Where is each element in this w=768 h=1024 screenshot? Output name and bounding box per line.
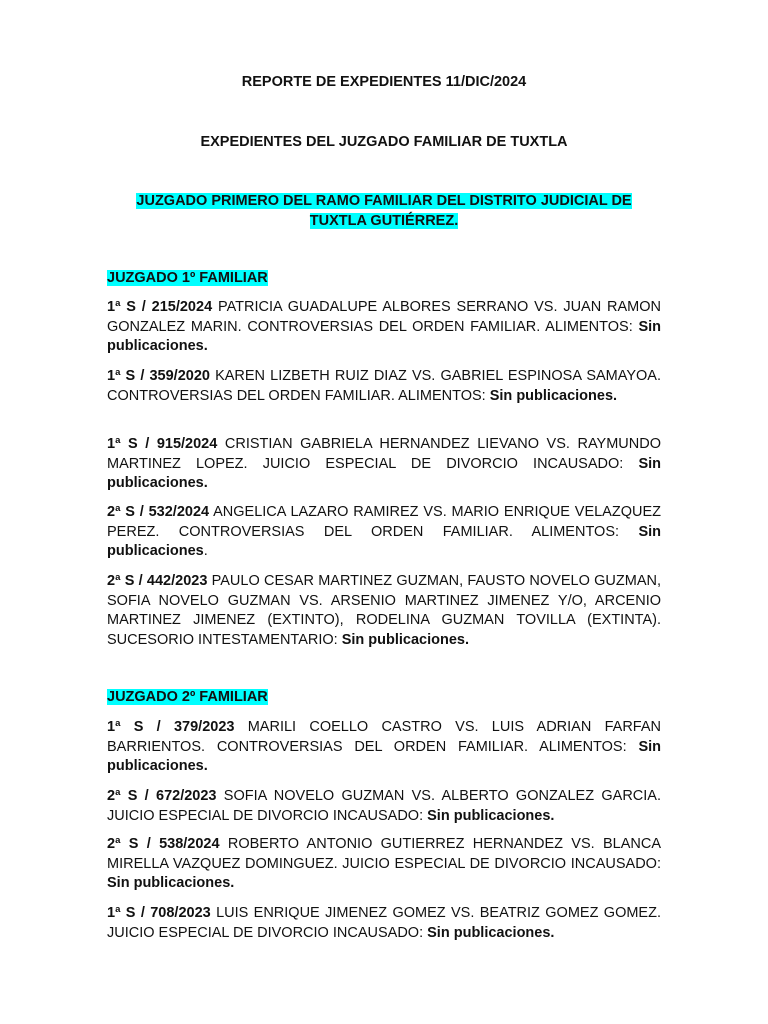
- case-entry: [107, 435, 661, 494]
- case-trailing: .: [203, 543, 208, 559]
- section-heading-label: JUZGADO 2º FAMILIAR: [107, 689, 268, 705]
- case-entry: [107, 835, 661, 894]
- case-status: Sin publicaciones.: [107, 875, 235, 891]
- court-title-line-2: TUXTLA GUTIÉRREZ.: [309, 213, 459, 229]
- report-title: REPORTE DE EXPEDIENTES 11/DIC/2024: [241, 74, 527, 90]
- case-description: PAULO CESAR MARTINEZ GUZMAN, FAUSTO NOVELO GUZMAN, SOFIA NOVELO GUZMAN VS. ARSENIO MARTINEZ JIMENEZ Y/O, ARCENIO MARTINEZ JIMENEZ (EXTINTO), RODELINA GUZMAN TOVILLA (EXTINTA). SUCESORIO INTESTAMENTARIO:: [107, 573, 661, 648]
- case-number: 2ª S / 672/2023: [107, 788, 217, 804]
- case-status: Sin publicaciones.: [341, 631, 470, 648]
- case-entry: [107, 718, 661, 777]
- case-number: 1ª S / 379/2023: [107, 719, 235, 735]
- case-description: ROBERTO ANTONIO GUTIERREZ HERNANDEZ VS. BLANCA MIRELLA VAZQUEZ DOMINGUEZ. JUICIO ESPECIAL DE DIVORCIO INCAUSADO:: [107, 836, 661, 872]
- case-number: 1ª S / 359/2020: [107, 368, 210, 384]
- case-description: KAREN LIZBETH RUIZ DIAZ VS. GABRIEL ESPINOSA SAMAYOA. CONTROVERSIAS DEL ORDEN FAMILIAR. ALIMENTOS:: [107, 368, 661, 404]
- case-number: 1ª S / 915/2024: [107, 436, 218, 452]
- case-entry: [107, 503, 661, 562]
- case-number: 1ª S / 708/2023: [107, 905, 211, 921]
- report-subtitle: EXPEDIENTES DEL JUZGADO FAMILIAR DE TUXTLA: [200, 134, 568, 150]
- case-status: Sin publicaciones: [107, 523, 661, 559]
- case-number: 2ª S / 538/2024: [107, 836, 220, 852]
- case-number: 1ª S / 215/2024: [107, 299, 213, 315]
- case-status: Sin publicaciones.: [427, 924, 555, 941]
- case-entry: [107, 298, 661, 357]
- case-status: Sin publicaciones.: [107, 318, 661, 354]
- case-status: Sin publicaciones.: [107, 455, 661, 491]
- case-description: SOFIA NOVELO GUZMAN VS. ALBERTO GONZALEZ GARCIA. JUICIO ESPECIAL DE DIVORCIO INCAUSADO:: [107, 788, 661, 824]
- case-description: MARILI COELLO CASTRO VS. LUIS ADRIAN FARFAN BARRIENTOS. CONTROVERSIAS DEL ORDEN FAMILIAR. ALIMENTOS:: [107, 719, 661, 755]
- case-status: Sin publicaciones.: [489, 387, 618, 404]
- case-entry: [107, 787, 661, 826]
- section-heading-label: JUZGADO 1º FAMILIAR: [107, 270, 268, 286]
- section-heading: [107, 688, 268, 706]
- case-entry: [107, 367, 661, 406]
- case-number: 2ª S / 532/2024: [107, 504, 210, 520]
- case-description: CRISTIAN GABRIELA HERNANDEZ LIEVANO VS. RAYMUNDO MARTINEZ LOPEZ. JUICIO ESPECIAL DE DIVORCIO INCAUSADO:: [107, 436, 661, 472]
- case-status: Sin publicaciones.: [107, 738, 661, 774]
- court-title-line-1: JUZGADO PRIMERO DEL RAMO FAMILIAR DEL DISTRITO JUDICIAL DE: [136, 193, 632, 209]
- case-entry: [107, 572, 661, 650]
- section-heading: [107, 269, 268, 287]
- case-entry: [107, 904, 661, 943]
- court-title: [107, 191, 661, 231]
- case-number: 2ª S / 442/2023: [107, 573, 208, 589]
- case-status: Sin publicaciones.: [427, 807, 555, 824]
- case-description: LUIS ENRIQUE JIMENEZ GOMEZ VS. BEATRIZ GOMEZ GOMEZ. JUICIO ESPECIAL DE DIVORCIO INCAUSADO:: [107, 905, 661, 941]
- case-description: ANGELICA LAZARO RAMIREZ VS. MARIO ENRIQUE VELAZQUEZ PEREZ. CONTROVERSIAS DEL ORDEN FAMILIAR. ALIMENTOS:: [107, 504, 661, 540]
- case-description: PATRICIA GUADALUPE ALBORES SERRANO VS. JUAN RAMON GONZALEZ MARIN. CONTROVERSIAS DEL ORDEN FAMILIAR. ALIMENTOS:: [107, 299, 661, 335]
